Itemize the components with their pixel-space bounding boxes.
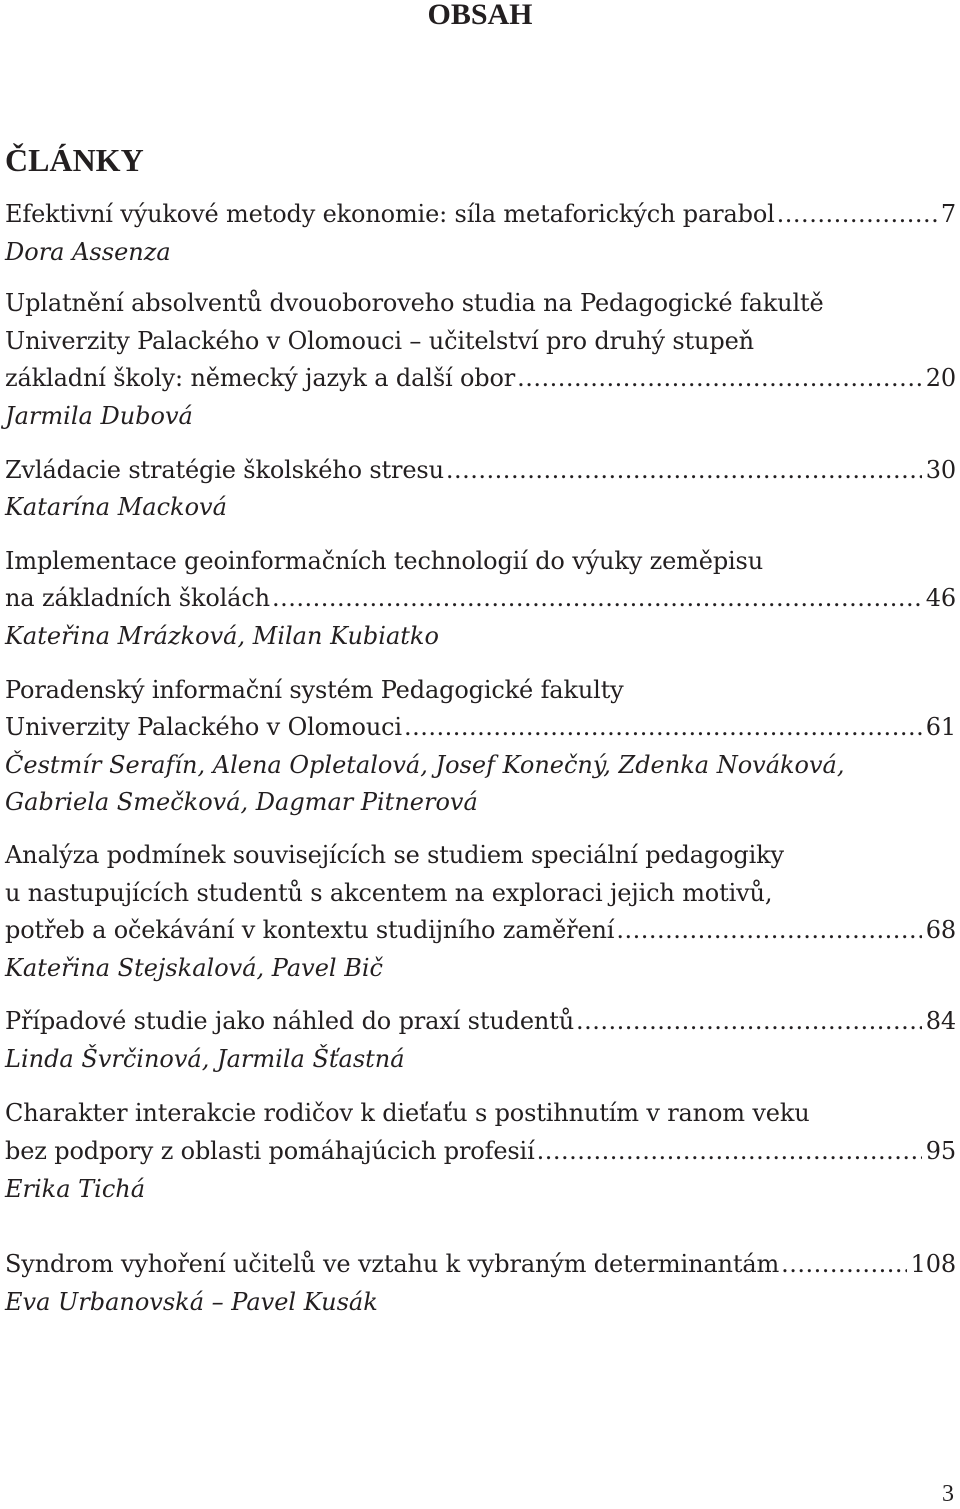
toc-title-line (5, 323, 956, 361)
toc-authors: Katarína Macková (5, 493, 227, 522)
toc-title-text: Zvládacie stratégie školského stresu (5, 455, 444, 484)
toc-page-number: 30 (925, 455, 956, 484)
toc-title-text: Efektivní výukové metody ekonomie: síla metaforických parabol (5, 200, 775, 228)
dot-leader (781, 1246, 907, 1284)
toc-authors: Eva Urbanovská – Pavel Kusák (5, 1287, 378, 1316)
toc-entry (5, 196, 956, 271)
toc-title-line (5, 912, 956, 950)
toc-authors: Jarmila Dubová (5, 401, 193, 430)
dot-leader (404, 709, 922, 747)
toc-authors: Gabriela Smečková, Dagmar Pitnerová (5, 788, 478, 817)
toc-title-text: na základních školách (5, 584, 270, 613)
toc-title-line (5, 672, 956, 710)
toc-page-number: 20 (925, 364, 956, 393)
toc-authors: Erika Tichá (5, 1174, 146, 1203)
toc-page-number: 7 (940, 200, 956, 228)
toc-page-number: 61 (925, 713, 956, 742)
toc-entry (5, 285, 956, 435)
toc-title-line (5, 1095, 956, 1133)
toc-title-line (5, 452, 956, 490)
toc-entry (5, 837, 956, 987)
toc-title-text: Analýza podmínek souvisejících se studiem speciální pedagogiky (5, 840, 784, 869)
dot-leader (537, 1133, 922, 1171)
toc-entry (5, 1246, 956, 1321)
toc-title-text: Syndrom vyhoření učitelů ve vztahu k vybraným determinantám (5, 1250, 780, 1279)
toc-page-number: 84 (925, 1007, 956, 1036)
toc-page-number: 46 (925, 584, 956, 613)
toc-title-text: potřeb a očekávání v kontextu studijního zaměření (5, 916, 615, 945)
toc-title-text: Případové studie jako náhled do praxí studentů (5, 1007, 574, 1036)
toc-title-text: Implementace geoinformačních technologií do výuky zeměpisu (5, 546, 764, 575)
toc-title-line (5, 196, 956, 234)
toc-page-number: 95 (925, 1137, 956, 1166)
toc-title-line (5, 1246, 956, 1284)
dot-leader (517, 360, 922, 398)
toc-title-text: bez podpory z oblasti pomáhajúcich profesií (5, 1137, 535, 1166)
toc-title-line (5, 1003, 956, 1041)
toc-title-text: Univerzity Palackého v Olomouci (5, 713, 402, 742)
toc-title-text: Poradenský informační systém Pedagogické fakulty (5, 675, 624, 704)
toc-title-line (5, 285, 956, 323)
toc-authors: Kateřina Mrázková, Milan Kubiatko (5, 621, 439, 650)
toc-title-text: Uplatnění absolventů dvouoboroveho studia na Pedagogické fakultě (5, 289, 824, 318)
toc-entry (5, 672, 956, 822)
toc-authors: Dora Assenza (5, 237, 171, 266)
dot-leader (576, 1003, 922, 1041)
toc-page-number: 108 (910, 1250, 956, 1279)
toc-title-text: základní školy: německý jazyk a další obor (5, 364, 516, 393)
toc-authors: Linda Švrčinová, Jarmila Šťastná (5, 1044, 405, 1073)
section-heading: ČLÁNKY (5, 142, 144, 178)
page-number: 3 (942, 1481, 954, 1507)
dot-leader (446, 452, 922, 490)
toc-authors: Čestmír Serafín, Alena Opletalová, Josef Konečný, Zdenka Nováková, (5, 750, 845, 779)
toc-title-line (5, 360, 956, 398)
toc-title-line (5, 709, 956, 747)
toc-entry (5, 543, 956, 656)
dot-leader (616, 912, 921, 950)
toc-entry (5, 1003, 956, 1078)
toc-title-text: u nastupujících studentů s akcentem na exploraci jejich motivů, (5, 878, 773, 907)
toc-title-line (5, 837, 956, 875)
toc-page-number: 68 (925, 916, 956, 945)
toc-title-line (5, 543, 956, 581)
toc-title-line (5, 1133, 956, 1171)
toc-entry (5, 1095, 956, 1208)
table-of-contents (5, 196, 956, 1321)
toc-title-text: Charakter interakcie rodičov k dieťaťu s postihnutím v ranom veku (5, 1099, 810, 1128)
dot-leader (272, 580, 922, 618)
toc-entry (5, 452, 956, 527)
toc-authors: Kateřina Stejskalová, Pavel Bič (5, 953, 383, 982)
dot-leader (777, 196, 937, 234)
toc-title-line (5, 580, 956, 618)
page-title: OBSAH (427, 0, 533, 31)
toc-title-text: Univerzity Palackého v Olomouci – učitelství pro druhý stupeň (5, 326, 754, 355)
toc-title-line (5, 875, 956, 913)
